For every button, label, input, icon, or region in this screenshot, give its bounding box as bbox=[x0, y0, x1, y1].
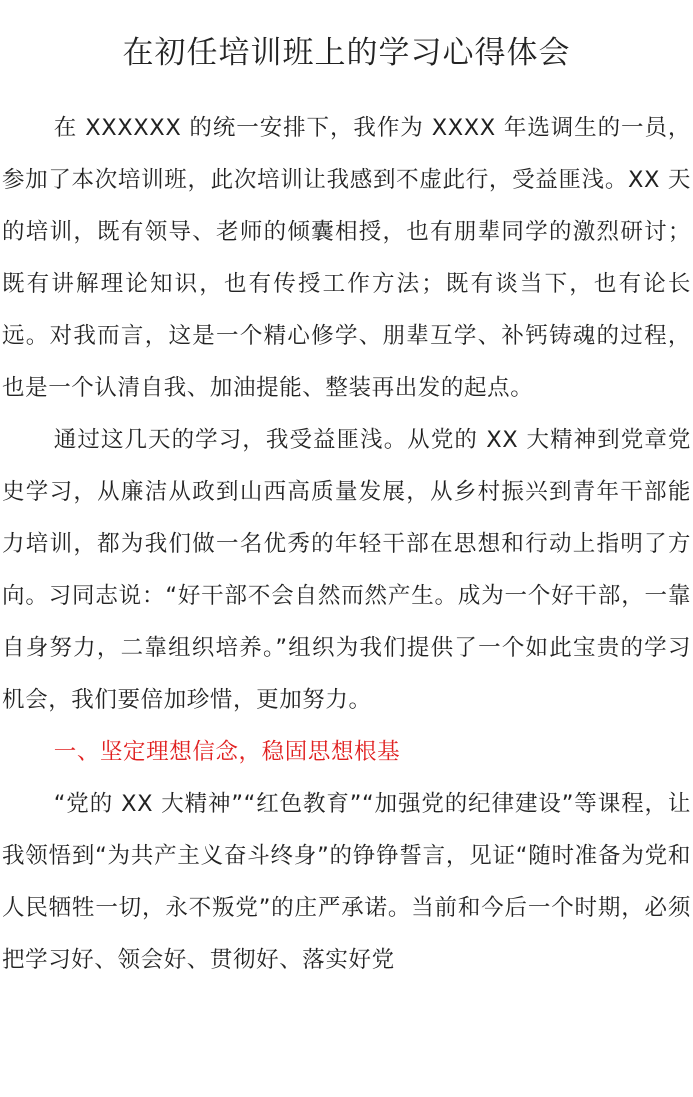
section-paragraph-1: “党的 XX 大精神”“红色教育”“加强党的纪律建设”等课程，让我领悟到“为共产主义奋斗终身”的铮铮誓言，见证“随时准备为党和人民牺牲一切，永不叛党”的庄严承诺。当前和今后一个时期，必须把学习好、领会好、贯彻好、落实好党 bbox=[2, 791, 691, 973]
document-body bbox=[2, 102, 691, 986]
body-paragraph-1: 在 XXXXXX 的统一安排下，我作为 XXXX 年选调生的一员，参加了本次培训班，此次培训让我感到不虚此行，受益匪浅。XX 天的培训，既有领导、老师的倾囊相授，也有朋辈同学的激烈研讨；既有讲解理论知识，也有传授工作方法；既有谈当下，也有论长远。对我而言，这是一个精心修学、朋辈互学、补钙铸魂的过程，也是一个认清自我、加油提能、整装再出发的起点。 bbox=[2, 115, 691, 401]
document-title: 在初任培训班上的学习心得体会 bbox=[122, 35, 571, 71]
section-heading-1: 一、坚定理想信念，稳固思想根基 bbox=[53, 739, 401, 765]
body-paragraph-2: 通过这几天的学习，我受益匪浅。从党的 XX 大精神到党章党史学习，从廉洁从政到山西高质量发展，从乡村振兴到青年干部能力培训，都为我们做一名优秀的年轻干部在思想和行动上指明了方向。习同志说：“好干部不会自然而然产生。成为一个好干部，一靠自身努力，二靠组织培养。”组织为我们提供了一个如此宝贵的学习机会，我们要倍加珍惜，更加努力。 bbox=[2, 427, 691, 713]
